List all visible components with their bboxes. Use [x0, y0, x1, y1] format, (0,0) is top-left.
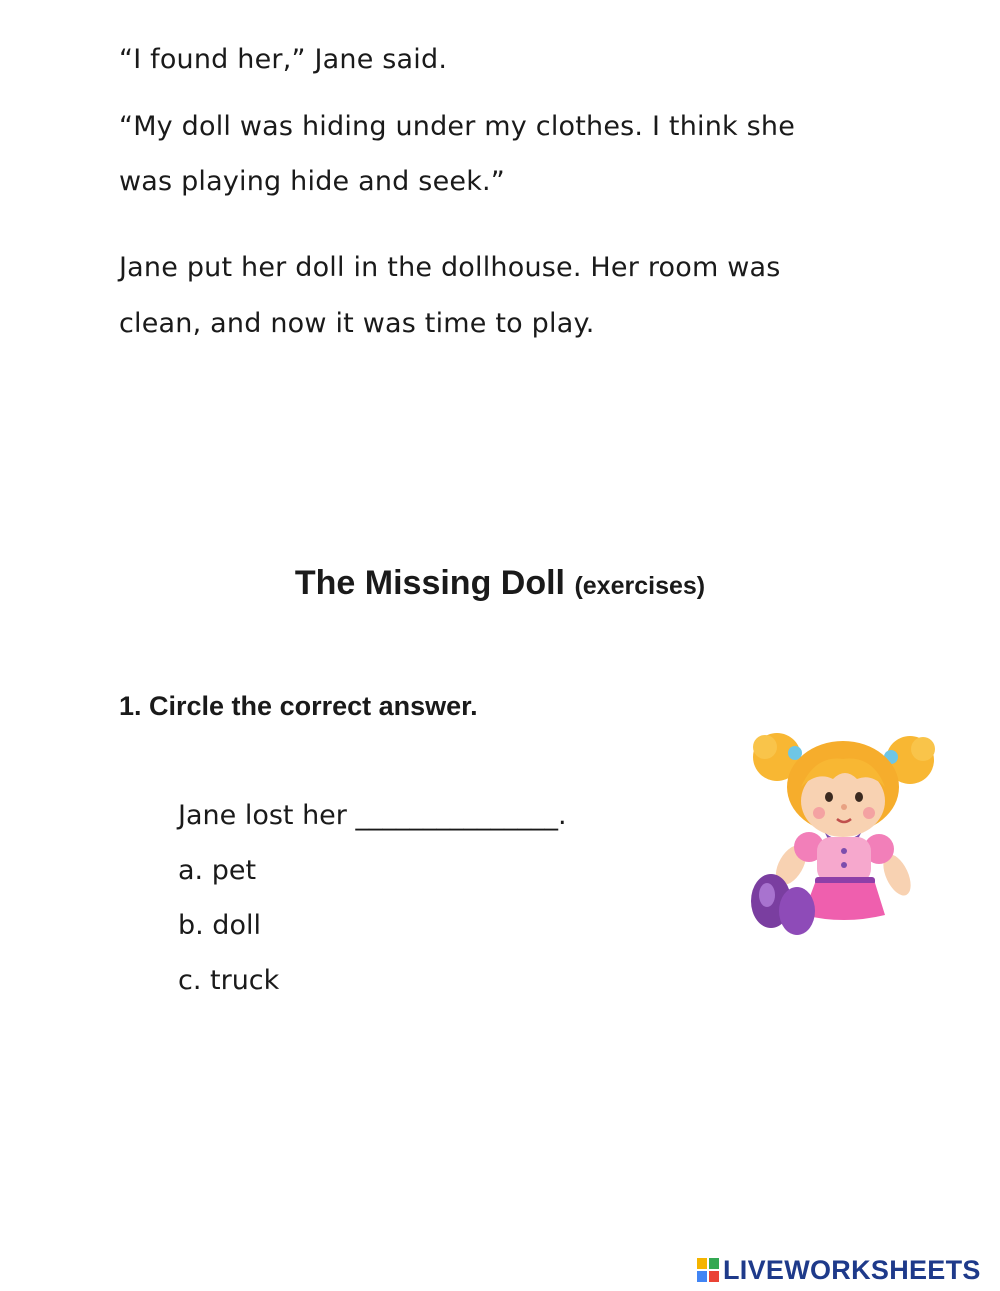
- doll-pigtail-right-curl: [911, 737, 935, 761]
- doll-eye-right: [855, 792, 863, 802]
- logo-blocks-icon: [697, 1258, 719, 1282]
- story-line-5: clean, and now it was time to play.: [119, 308, 595, 339]
- exercise-title: [0, 563, 1000, 604]
- doll-skirt: [803, 883, 885, 920]
- exercise-title-suffix: (exercises): [574, 572, 706, 600]
- answer-option-c[interactable]: c. truck: [178, 965, 280, 996]
- doll-bodice: [817, 837, 871, 883]
- doll-button-1: [841, 848, 847, 854]
- doll-shoe-right: [779, 887, 815, 935]
- answer-option-b[interactable]: b. doll: [178, 910, 261, 941]
- doll-shoe-highlight: [759, 883, 775, 907]
- doll-illustration: [745, 725, 940, 945]
- answer-option-a[interactable]: a. pet: [178, 855, 257, 886]
- doll-pigtail-left-curl: [753, 735, 777, 759]
- doll-nose: [841, 804, 847, 810]
- story-line-2: “My doll was hiding under my clothes. I think she: [119, 111, 796, 142]
- logo-text: LIVEWORKSHEETS: [723, 1254, 981, 1285]
- story-line-4: Jane put her doll in the dollhouse. Her room was: [119, 252, 781, 283]
- liveworksheets-logo: [697, 1254, 981, 1286]
- doll-cheek-left: [813, 807, 825, 819]
- doll-button-2: [841, 862, 847, 868]
- story-line-3: was playing hide and seek.”: [119, 166, 505, 197]
- exercise-title-main: The Missing Doll: [294, 564, 565, 602]
- doll-cheek-right: [863, 807, 875, 819]
- story-line-1: “I found her,” Jane said.: [119, 44, 448, 75]
- question-prompt: Jane lost her _______________.: [178, 800, 567, 831]
- doll-eye-left: [825, 792, 833, 802]
- question-heading: 1. Circle the correct answer.: [119, 691, 478, 721]
